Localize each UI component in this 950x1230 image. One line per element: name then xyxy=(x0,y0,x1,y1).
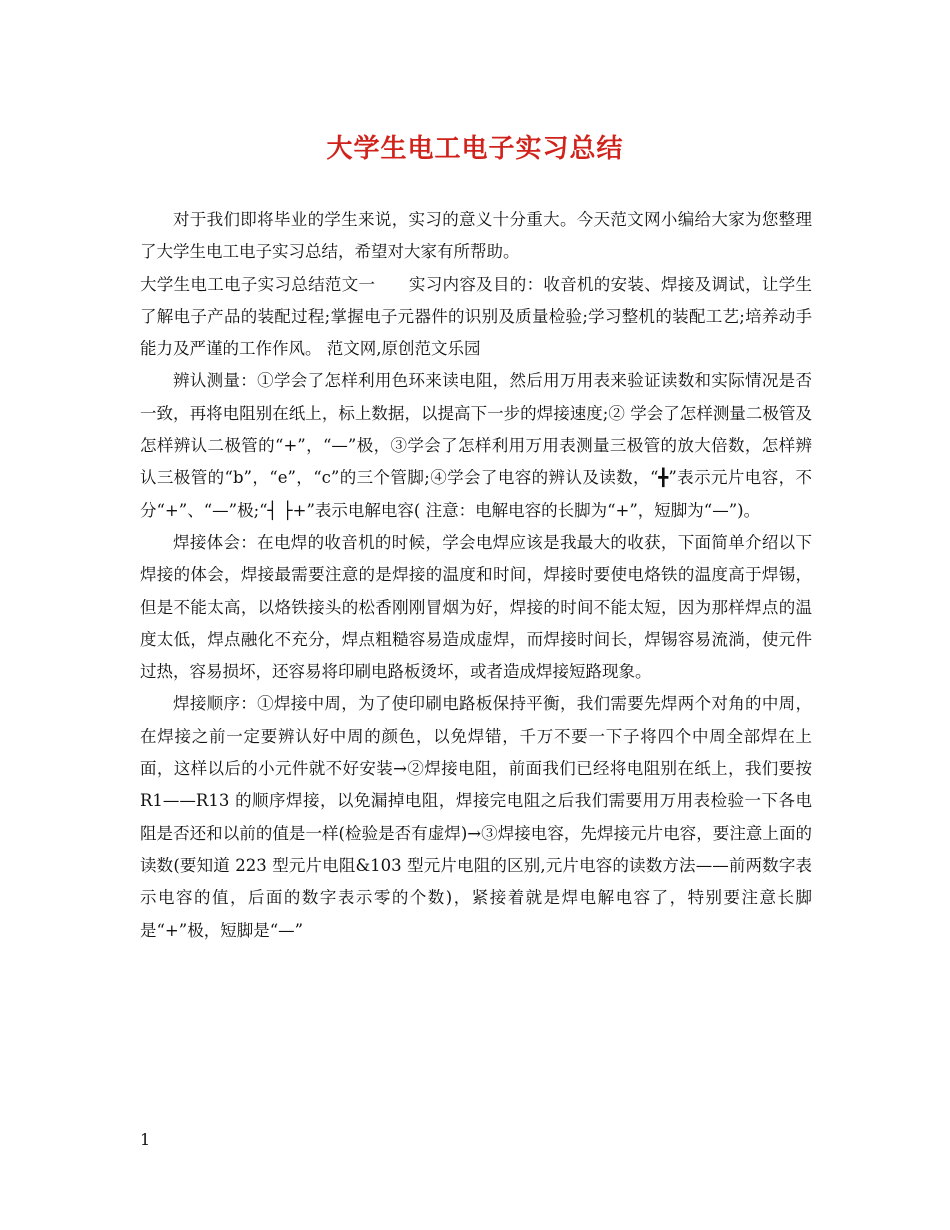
paragraph-soldering-experience: 焊接体会：在电焊的收音机的时候，学会电焊应该是我最大的收获，下面简单介绍以下焊接的体会，焊接最需要注意的是焊接的温度和时间，焊接时要使电烙铁的温度高于焊锡，但是不能太高，以烙铁接头的松香刚刚冒烟为好，焊接的时间不能太短，因为那样焊点的温度太低，焊点融化不充分，焊点粗糙容易造成虚焊，而焊接时间长，焊锡容易流淌，使元件过热，容易损坏，还容易将印刷电路板烫坏，或者造成焊接短路现象。 xyxy=(140,532,812,682)
paragraph-sample-one: 大学生电工电子实习总结范文一 实习内容及目的：收音机的安装、焊接及调试，让学生了解电子产品的装配过程;掌握电子元器件的识别及质量检验;学习整机的装配工艺;培养动手能力及严谨的工作作风。 范文网,原创范文乐园 xyxy=(140,274,812,359)
document-title: 大学生电工电子实习总结 xyxy=(326,134,624,164)
document-body xyxy=(140,204,812,947)
paragraph-soldering-order: 焊接顺序：①焊接中周，为了使印刷电路板保持平衡，我们需要先焊两个对角的中周，在焊接之前一定要辨认好中周的颜色，以免焊错，千万不要一下子将四个中周全部焊在上面，这样以后的小元件就不好安装→②焊接电阻，前面我们已经将电阻别在纸上，我们要按 R1——R13 的顺序焊接，以免漏掉电阻，焊接完电阻之后我们需要用万用表检验一下各电阻是否还和以前的值是一样(检验是否有虚焊)→③焊接电容，先焊接元片电容，要注意上面的读数(要知道 223 型元片电阻&103 型元片电阻的区别,元片电容的读数方法——前两数字表示电容的值，后面的数字表示零的个数)，紧接着就是焊电解电容了，特别要注意长脚是“+”极，短脚是“—” xyxy=(140,694,812,940)
page-number: 1 xyxy=(140,1130,151,1149)
paragraph-identification: 辨认测量：①学会了怎样利用色环来读电阻，然后用万用表来验证读数和实际情况是否一致，再将电阻别在纸上，标上数据，以提高下一步的焊接速度;② 学会了怎样测量二极管及怎样辨认二极管的“+”，“—”极，③学会了怎样利用万用表测量三极管的放大倍数，怎样辨认三极管的“b”，“e”，“c”的三个管脚;④学会了电容的辨认及读数，“╋”表示元片电容，不分“+”、“—”极;“┤ ├+”表示电解电容( 注意：电解电容的长脚为“+”，短脚为“—”)。 xyxy=(140,371,812,520)
paragraph-intro: 对于我们即将毕业的学生来说，实习的意义十分重大。今天范文网小编给大家为您整理了大学生电工电子实习总结，希望对大家有所帮助。 xyxy=(140,210,812,262)
